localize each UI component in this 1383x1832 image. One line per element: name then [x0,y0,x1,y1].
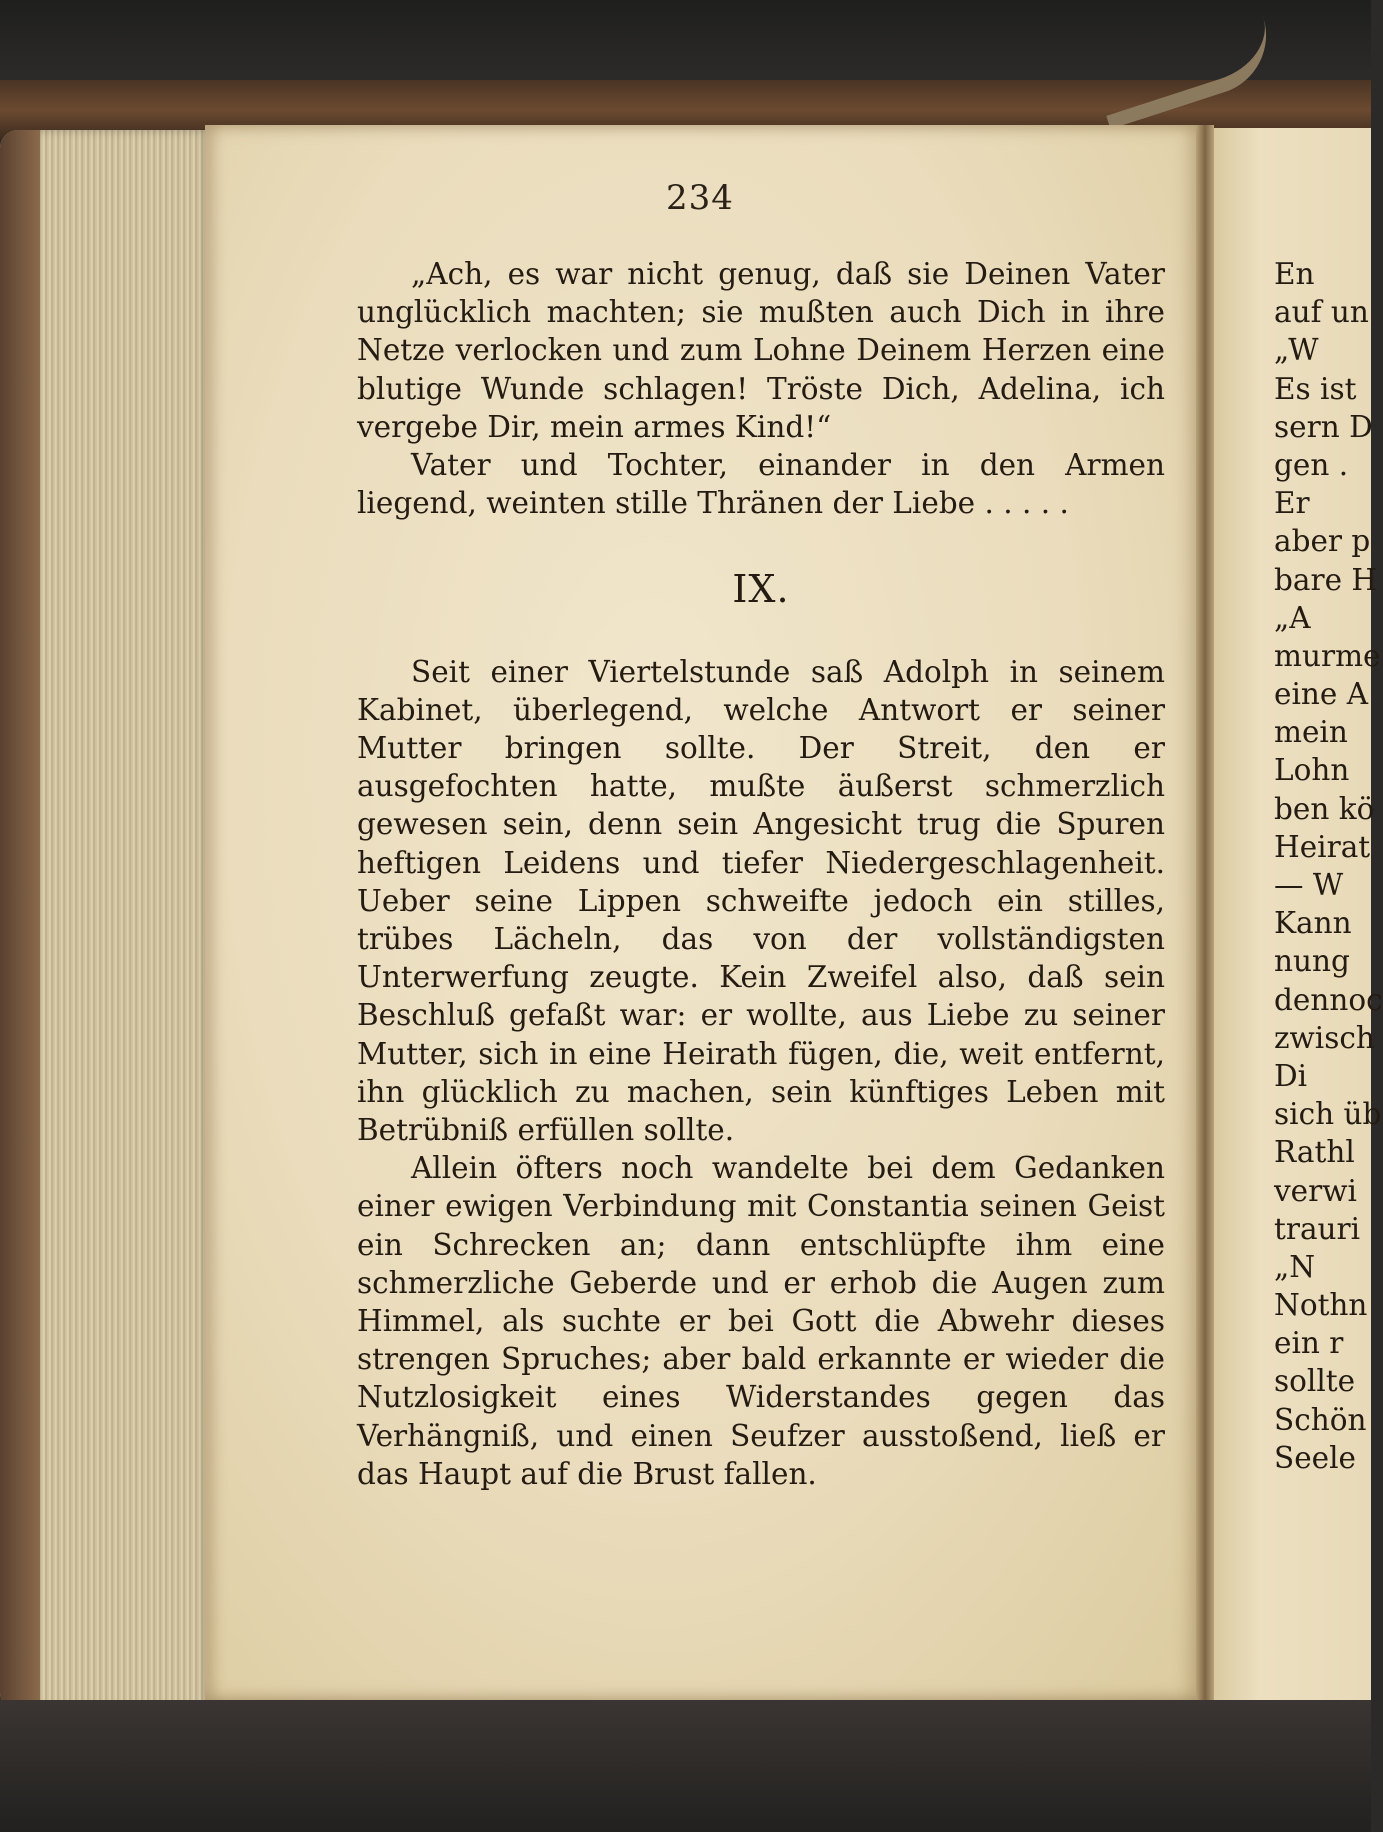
right-page-line: sern D [1274,409,1373,444]
background-bottom [0,1700,1371,1832]
right-page-line: ben kö [1274,791,1375,826]
right-page-line: En [1274,257,1315,291]
right-page-line: gen . [1274,447,1349,482]
right-page-line: — W [1274,868,1344,902]
book-gutter [1196,125,1214,1700]
paragraph: Allein öfters noch wandelte bei dem Gedanken einer ewigen Verbindung mit Constantia seinen Geist ein Schrecken an; dann entschlüpfte ihm eine schmerzliche Geberde und er erhob die Augen zum Himmel, als suchte er bei Gott die Abwehr dieses strengen Spruches; aber bald erkannte er wieder die Nutzlosigkeit eines Widerstandes gegen das Verhängniß, und einen Seufzer ausstoßend, ließ er das Haupt auf die Brust fallen. [357,1151,1165,1491]
chapter-heading: IX. [732,567,790,612]
right-page-text [1274,255,1383,1477]
right-page-line: „W [1274,333,1319,368]
paragraph: Seit einer Viertelstunde saß Adolph in seinem Kabinet, überlegend, welche Antwort er seiner Mutter bringen sollte. Der Streit, den er ausgefochten hatte, mußte äußerst schmerzlich gewesen sein, denn sein Angesicht trug die Spuren heftigen Leidens und tiefer Niedergeschlagenheit. Ueber seine Lippen schweifte jedoch ein stilles, trübes Lächeln, das von der vollständigsten Unterwerfung zeugte. Kein Zweifel also, daß sein Beschluß gefaßt war: er wollte, aus Liebe zu seiner Mutter, sich in eine Heirath fügen, die, weit entfernt, ihn glücklich zu machen, sein künftiges Leben mit Betrübniß erfüllen sollte. [357,654,1165,1148]
right-page-line: „N [1274,1249,1316,1284]
page-number: 234 [666,178,734,218]
right-page-line: Schön [1274,1402,1367,1437]
right-page-line: trauri [1274,1211,1361,1246]
right-page-line: verwi [1274,1173,1357,1208]
paragraph: Vater und Tochter, einander in den Armen liegend, weinten stille Thränen der Liebe . . . . . [357,448,1165,521]
right-page-line: aber p [1274,524,1371,559]
right-page-line: Es ist [1274,371,1357,406]
book-cover-edge [0,130,40,1720]
right-page-line: Nothn [1274,1288,1368,1323]
right-page-line: auf un [1274,295,1369,330]
right-page-line: Seele [1274,1440,1357,1475]
right-page-line: „A [1274,600,1311,635]
right-page-line: Di [1274,1058,1308,1093]
left-page-text [357,255,1165,1493]
right-page-line: zwisch [1274,1020,1375,1055]
right-page-line: nung [1274,944,1350,979]
right-page-line: sich üb [1274,1097,1382,1132]
right-page-line: Rathl [1274,1135,1355,1170]
right-page-line: Heirat [1274,829,1371,864]
right-page-line: ein r [1274,1326,1344,1361]
right-page-line: eine A [1274,677,1369,712]
right-page-line: bare H [1274,562,1378,597]
right-page-line: mein [1274,715,1348,750]
right-page-line: Er [1274,486,1310,521]
right-page-line: dennoc [1274,982,1383,1017]
right-page-line: Lohn [1274,753,1350,788]
right-page-line: murme [1274,638,1381,673]
right-page-line: sollte [1274,1364,1356,1399]
paragraph: „Ach, es war nicht genug, daß sie Deinen Vater unglücklich machten; sie mußten auch Dich in ihre Netze verlocken und zum Lohne Deinem Herzen eine blutige Wunde schlagen! Tröste Dich, Adelina, ich vergebe Dir, mein armes Kind!“ [357,257,1165,444]
right-page-line: Kann [1274,906,1352,941]
